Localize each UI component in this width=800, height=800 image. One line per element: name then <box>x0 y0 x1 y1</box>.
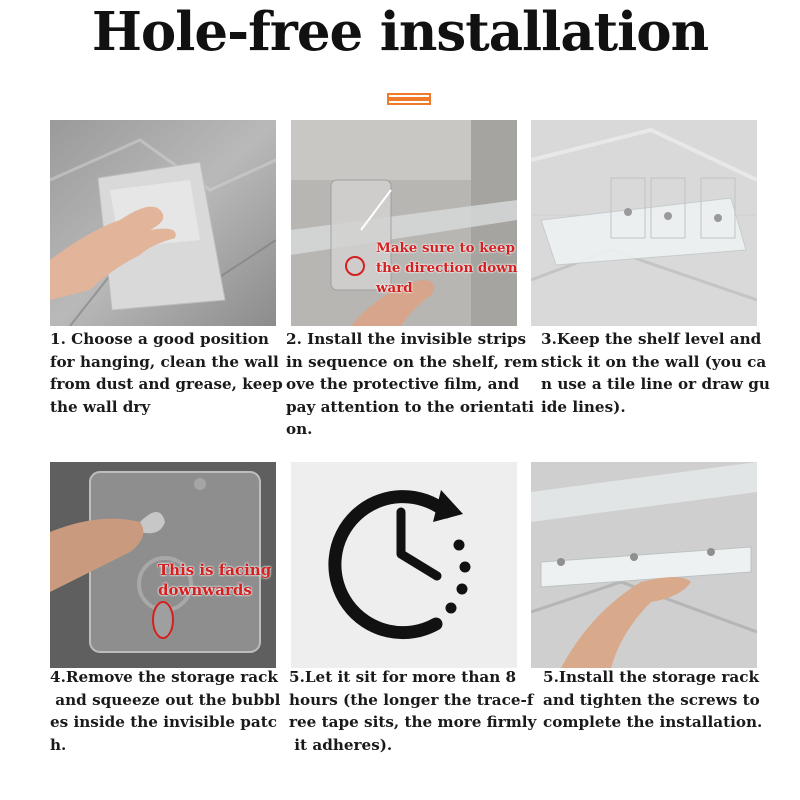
shelf-icon <box>386 92 432 106</box>
step-5-photo <box>291 462 517 668</box>
step-6-caption: 5.Install the storage rack and tighten the screws to complete the installation. <box>543 668 763 731</box>
step-4-caption: 4.Remove the storage rack and squeeze out the bubbl es inside the invisible patc h. <box>50 668 281 754</box>
step-1-photo <box>50 120 276 326</box>
step-6-photo <box>531 462 757 668</box>
step-2-annotation: Make sure to keep the direction down ward <box>376 240 518 296</box>
step-2-caption: 2. Install the invisible strips in sequence on the shelf, rem ove the protective film, and pay attention to the orientati on. <box>286 330 538 438</box>
step-3-caption: 3.Keep the shelf level and stick it on the wall (you ca n use a tile line or draw gu ide lines). <box>541 330 770 416</box>
page-title: Hole-free installation <box>91 1 709 63</box>
step-4-annotation: This is facing downwards <box>158 561 272 599</box>
step-3-photo <box>531 120 757 326</box>
step-5-caption: 5.Let it sit for more than 8 hours (the longer the trace-f ree tape sits, the more firmly it adheres). <box>289 668 537 754</box>
step-1-caption: 1. Choose a good position for hanging, clean the wall from dust and grease, keep the wall dry <box>50 330 283 416</box>
